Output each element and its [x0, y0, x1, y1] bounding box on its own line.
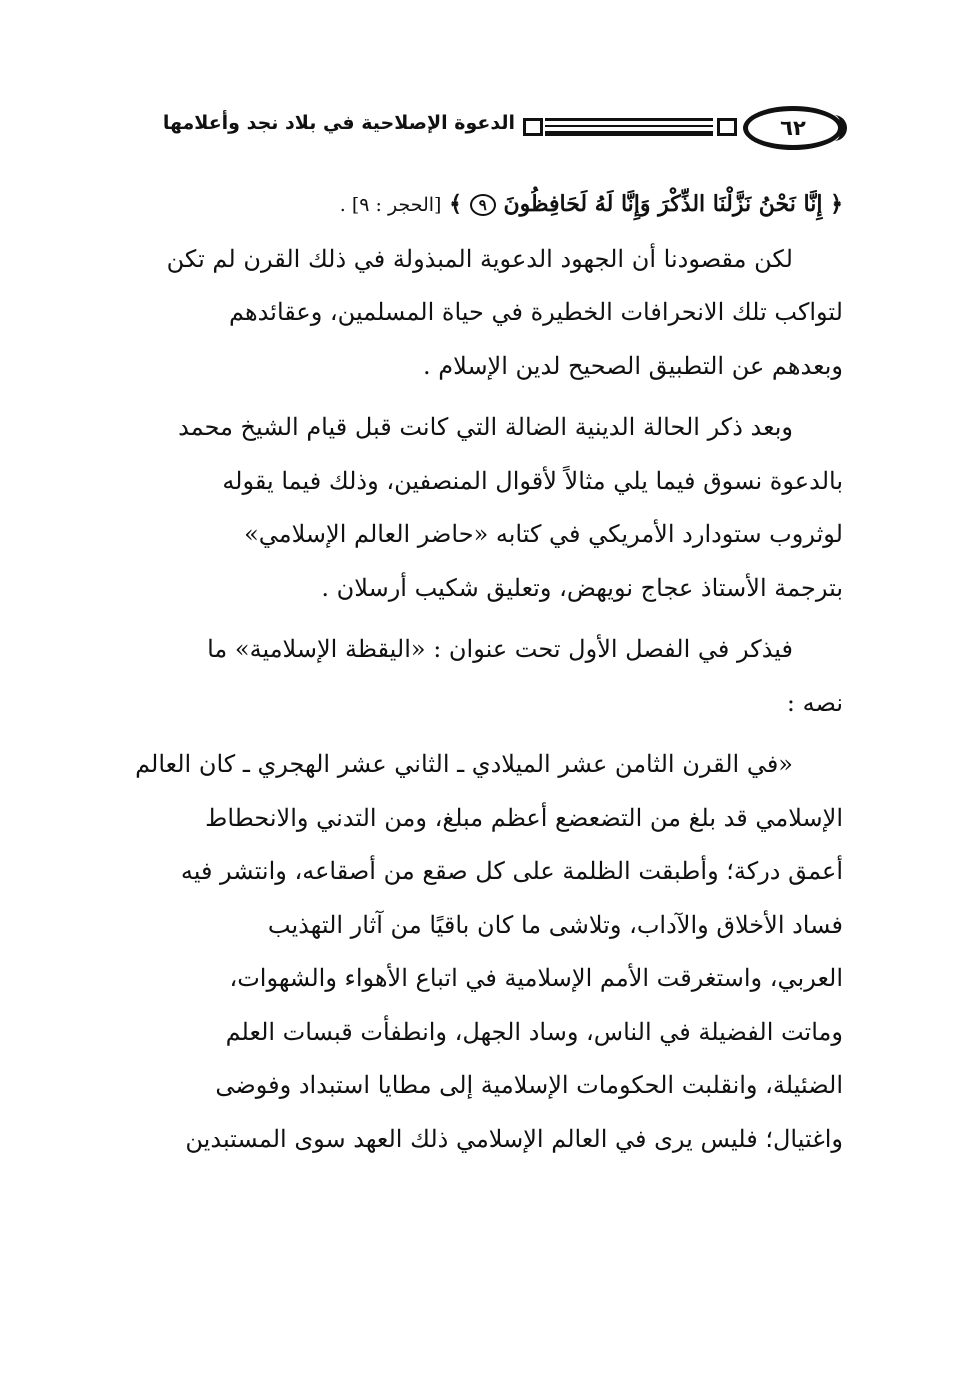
text-line: «في القرن الثامن عشر الميلادي ـ الثاني عشر الهجري ـ كان العالم	[135, 750, 793, 778]
header-ornament-rule	[545, 118, 713, 136]
verse-text: ﴿ إِنَّا نَحْنُ نَزَّلْنَا الذِّكْرَ وَإِنَّا لَهُ لَحَافِظُونَ	[503, 191, 843, 217]
text-line: أعمق دركة؛ وأطبقت الظلمة على كل صقع من أصقاعه، وانتشر فيه	[180, 857, 843, 885]
quoted-paragraph	[108, 738, 843, 1166]
verse-reference: [الحجر : ٩] .	[339, 194, 442, 216]
text-line: الضئيلة، وانقلبت الحكومات الإسلامية إلى مطايا استبداد وفوضى	[215, 1071, 843, 1099]
text-line: نصه :	[786, 688, 843, 717]
running-title: الدعوة الإصلاحية في بلاد نجد وأعلامها	[162, 112, 515, 134]
text-line: وبعدهم عن التطبيق الصحيح لدين الإسلام .	[423, 351, 843, 380]
page-number-badge: ٦٢	[743, 106, 843, 150]
text-line: فيذكر في الفصل الأول تحت عنوان : «اليقظة الإسلامية» ما	[207, 635, 793, 663]
text-line: فساد الأخلاق والآداب، وتلاشى ما كان باقيًا من آثار التهذيب	[267, 910, 843, 939]
running-header	[105, 104, 843, 154]
text-line: لوثروب ستودارد الأمريكي في كتابه «حاضر العالم الإسلامي»	[244, 520, 843, 548]
header-ornament-box	[717, 118, 737, 136]
text-line: لكن مقصودنا أن الجهود الدعوية المبذولة في ذلك القرن لم تكن	[166, 244, 793, 273]
text-line: الإسلامي قد بلغ من التضعضع أعظم مبلغ، ومن التدني والانحطاط	[205, 803, 843, 832]
verse-closing-bracket: ﴾	[449, 191, 463, 217]
header-ornament-box	[523, 118, 543, 136]
quran-verse	[108, 178, 843, 233]
page-body	[108, 178, 843, 1174]
text-line: وماتت الفضيلة في الناس، وساد الجهل، وانطفأت قبسات العلم	[225, 1017, 843, 1046]
text-line: لتواكب تلك الانحرافات الخطيرة في حياة المسلمين، وعقائدهم	[229, 298, 843, 326]
text-line: بالدعوة نسوق فيما يلي مثالاً لأقوال المنصفين، وذلك فيما يقوله	[222, 466, 843, 495]
text-line: واغتيال؛ فليس يرى في العالم الإسلامي ذلك العهد سوى المستبدين	[185, 1124, 843, 1153]
verse-number-marker: ٩	[470, 194, 496, 216]
paragraph	[108, 401, 843, 615]
text-line: العربي، واستغرقت الأمم الإسلامية في اتباع الأهواء والشهوات،	[229, 964, 843, 992]
text-line: بترجمة الأستاذ عجاج نويهض، وتعليق شكيب أرسلان .	[321, 573, 843, 602]
paragraph	[108, 623, 843, 730]
paragraph	[108, 233, 843, 394]
text-line: وبعد ذكر الحالة الدينية الضالة التي كانت قبل قيام الشيخ محمد	[178, 413, 793, 441]
